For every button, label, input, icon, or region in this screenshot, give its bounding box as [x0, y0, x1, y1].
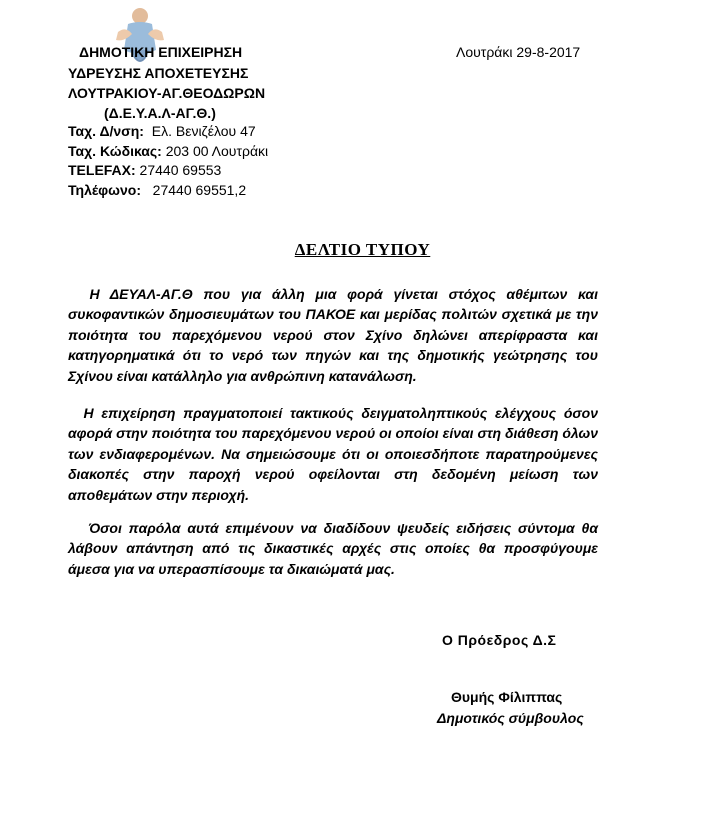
- document-title: ΔΕΛΤΙΟ ΤΥΠΟΥ: [294, 240, 431, 259]
- contact-label: Ταχ. Κώδικας:: [68, 143, 162, 159]
- org-name-line-1: ΔΗΜΟΤΙΚΗ ΕΠΙΧΕΙΡΗΣΗ: [79, 44, 243, 60]
- contact-value: 27440 69553: [135, 162, 222, 178]
- contact-value: 27440 69551,2: [141, 182, 247, 198]
- body-paragraph-1: Η ΔΕΥΑΛ-ΑΓ.Θ που για άλλη μια φορά γίνεται στόχος αθέμιτων και συκοφαντικών δημοσιευμάτων του ΠΑΚΟΕ και μερίδας πολιτών σχετικά με την ποιότητα του παρεχόμενου νερού στον Σχίνο δηλώνει απερίφραστα και κατηγορηματικά ότι το νερό των πηγών και της δημοτικής γεώτρησης του Σχίνου είναι κατάλληλο για ανθρώπινη κατανάλωση.: [68, 286, 602, 384]
- org-name-line-2: ΥΔΡΕΥΣΗΣ ΑΠΟΧΕΤΕΥΣΗΣ: [68, 65, 249, 81]
- contact-phone: [68, 180, 246, 200]
- org-acronym: (Δ.Ε.Υ.Α.Λ-ΑΓ.Θ.): [104, 105, 216, 121]
- signature-position: Δημοτικός σύμβουλος: [437, 710, 584, 726]
- contact-value: 203 00 Λουτράκι: [161, 143, 269, 159]
- contact-value: Ελ. Βενιζέλου 47: [143, 123, 256, 139]
- org-name-line-3: ΛΟΥΤΡΑΚΙΟΥ-ΑΓ.ΘΕΟΔΩΡΩΝ: [68, 85, 266, 101]
- contact-postcode: [68, 141, 268, 161]
- signature-role: Ο Πρόεδρος Δ.Σ: [442, 632, 557, 648]
- body-paragraph-2: Η επιχείρηση πραγματοποιεί τακτικούς δειγματοληπτικούς ελέγχους όσον αφορά στην ποιότητα του παρεχόμενου νερού οι οποίοι είναι στη διάθεση όλων των ενδιαφερομένων. Να σημειώσουμε ότι οι οποιεσδήποτε παρατηρούμενες διακοπές στην παροχή νερού οφείλονται στη δεδομένη μείωση των αποθεμάτων στην περιοχή.: [68, 405, 602, 503]
- signature-name: Θυμής Φίλιππας: [451, 689, 563, 705]
- body-paragraph-3: Όσοι παρόλα αυτά επιμένουν να διαδίδουν ψευδείς ειδήσεις σύντομα θα λάβουν απάντηση από τις δικαστικές αρχές στις οποίες θα προσφύγουμε άμεσα για να υπερασπίσουμε τα δικαιώματά μας.: [68, 520, 602, 577]
- contact-label: Τηλέφωνο:: [68, 182, 142, 198]
- contact-label: TELEFAX:: [68, 162, 136, 178]
- contact-label: Ταχ. Δ/νση:: [68, 123, 144, 139]
- document-date: Λουτράκι 29-8-2017: [456, 44, 581, 60]
- contact-telefax: [68, 160, 221, 180]
- contact-address: [68, 121, 256, 141]
